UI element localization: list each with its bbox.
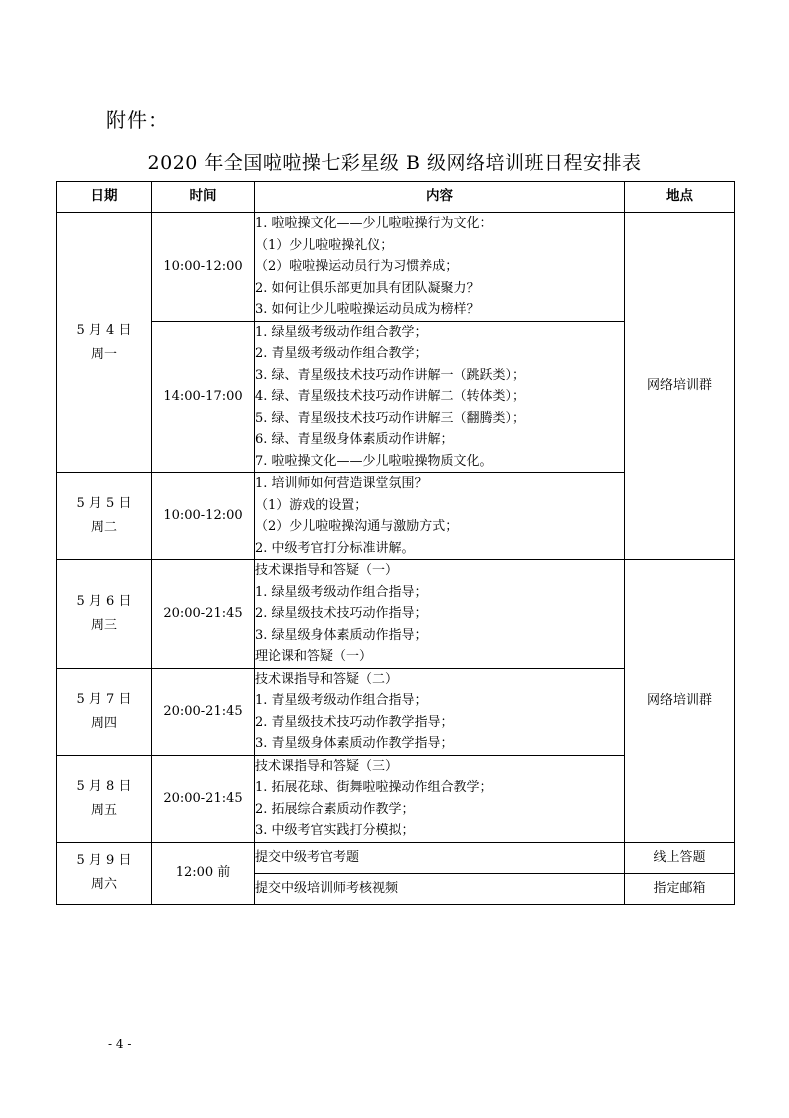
content-line: 2. 如何让俱乐部更加具有团队凝聚力？ bbox=[255, 280, 480, 296]
table-header-row bbox=[57, 182, 735, 213]
date-cell bbox=[57, 473, 152, 560]
content-line: （2）少儿啦啦操沟通与激励方式； bbox=[255, 519, 459, 534]
time-cell: 20:00-21:45 bbox=[152, 560, 255, 669]
time-cell: 10:00-12:00 bbox=[152, 213, 255, 322]
content-line: 技术课指导和答疑（二） bbox=[255, 671, 399, 687]
date-text: 5 月 5 日 bbox=[76, 496, 132, 511]
table-row bbox=[57, 213, 735, 322]
header-date: 日期 bbox=[57, 182, 152, 213]
content-line: 1. 拓展花球、街舞啦啦操动作组合教学； bbox=[255, 780, 493, 795]
content-cell bbox=[255, 473, 625, 560]
content-line: 3. 青星级身体素质动作教学指导； bbox=[255, 736, 454, 751]
date-cell bbox=[57, 842, 152, 904]
content-line: 3. 绿、青星级技术技巧动作讲解一（跳跃类）； bbox=[255, 367, 526, 383]
content-line: 提交中级考官考题 bbox=[255, 849, 360, 865]
location-cell: 指定邮箱 bbox=[625, 873, 735, 904]
content-line: （1）少儿啦啦操礼仪； bbox=[255, 237, 394, 253]
content-cell bbox=[255, 560, 625, 669]
attachment-label: 附件： bbox=[106, 108, 169, 132]
content-cell bbox=[255, 668, 625, 755]
content-line: 技术课指导和答疑（一） bbox=[255, 563, 399, 578]
date-text: 5 月 8 日 bbox=[76, 778, 132, 794]
content-cell bbox=[255, 321, 625, 473]
content-line: 2. 青星级考级动作组合教学； bbox=[255, 346, 428, 361]
weekday-text: 周一 bbox=[90, 346, 117, 362]
content-line: 理论课和答疑（一） bbox=[255, 649, 373, 664]
time-cell: 14:00-17:00 bbox=[152, 321, 255, 473]
weekday-text: 周四 bbox=[90, 715, 117, 731]
content-cell bbox=[255, 873, 625, 904]
date-cell bbox=[57, 755, 152, 842]
content-line: （2）啦啦操运动员行为习惯养成； bbox=[255, 259, 459, 274]
content-line: 5. 绿、青星级技术技巧动作讲解三（翻腾类）； bbox=[255, 410, 526, 426]
content-line: 2. 拓展综合素质动作教学； bbox=[255, 801, 415, 817]
content-cell bbox=[255, 755, 625, 842]
date-cell bbox=[57, 213, 152, 473]
schedule-table bbox=[56, 181, 735, 905]
content-line: 2. 绿星级技术技巧动作指导； bbox=[255, 606, 428, 621]
weekday-text: 周二 bbox=[90, 520, 117, 535]
page-title: 2020 年全国啦啦操七彩星级 B 级网络培训班日程安排表 bbox=[147, 152, 642, 174]
weekday-text: 周五 bbox=[90, 802, 117, 818]
content-line: 提交中级培训师考核视频 bbox=[255, 880, 399, 896]
time-cell: 10:00-12:00 bbox=[152, 473, 255, 560]
content-line: 4. 绿、青星级技术技巧动作讲解二（转体类）； bbox=[255, 389, 526, 404]
time-cell: 20:00-21:45 bbox=[152, 755, 255, 842]
content-line: 技术课指导和答疑（三） bbox=[255, 758, 399, 774]
table-row bbox=[57, 560, 735, 669]
location-cell: 线上答题 bbox=[625, 842, 735, 873]
header-content: 内容 bbox=[255, 182, 625, 213]
content-line: 1. 青星级考级动作组合指导； bbox=[255, 693, 428, 708]
header-location: 地点 bbox=[625, 182, 735, 213]
content-line: 1. 啦啦操文化——少儿啦啦操行为文化： bbox=[255, 216, 493, 231]
time-cell: 12:00 前 bbox=[152, 842, 255, 904]
time-cell: 20:00-21:45 bbox=[152, 668, 255, 755]
date-text: 5 月 9 日 bbox=[76, 853, 132, 868]
date-cell bbox=[57, 668, 152, 755]
content-line: 1. 培训师如何营造课堂氛围？ bbox=[255, 476, 428, 491]
location-cell: 网络培训群 bbox=[625, 560, 735, 843]
content-line: 1. 绿星级考级动作组合教学； bbox=[255, 324, 428, 340]
content-line: （1）游戏的设置； bbox=[255, 497, 368, 513]
content-line: 3. 中级考官实践打分模拟； bbox=[255, 823, 415, 838]
content-line: 3. 如何让少儿啦啦操运动员成为榜样？ bbox=[255, 302, 480, 317]
content-cell bbox=[255, 842, 625, 873]
content-cell bbox=[255, 213, 625, 322]
content-line: 3. 绿星级身体素质动作指导； bbox=[255, 627, 428, 643]
weekday-text: 周三 bbox=[90, 617, 117, 633]
content-line: 7. 啦啦操文化——少儿啦啦操物质文化。 bbox=[255, 453, 493, 469]
date-text: 5 月 7 日 bbox=[76, 691, 132, 707]
page-number: - 4 - bbox=[108, 1037, 132, 1051]
date-text: 5 月 6 日 bbox=[76, 593, 132, 609]
location-cell: 网络培训群 bbox=[625, 213, 735, 560]
weekday-text: 周六 bbox=[90, 877, 117, 892]
date-cell bbox=[57, 560, 152, 669]
date-text: 5 月 4 日 bbox=[76, 322, 132, 338]
content-line: 1. 绿星级考级动作组合指导； bbox=[255, 584, 428, 600]
header-time: 时间 bbox=[152, 182, 255, 213]
content-line: 2. 青星级技术技巧动作教学指导； bbox=[255, 714, 454, 730]
table-row bbox=[57, 842, 735, 873]
content-line: 6. 绿、青星级身体素质动作讲解； bbox=[255, 432, 454, 447]
content-line: 2. 中级考官打分标准讲解。 bbox=[255, 540, 415, 556]
